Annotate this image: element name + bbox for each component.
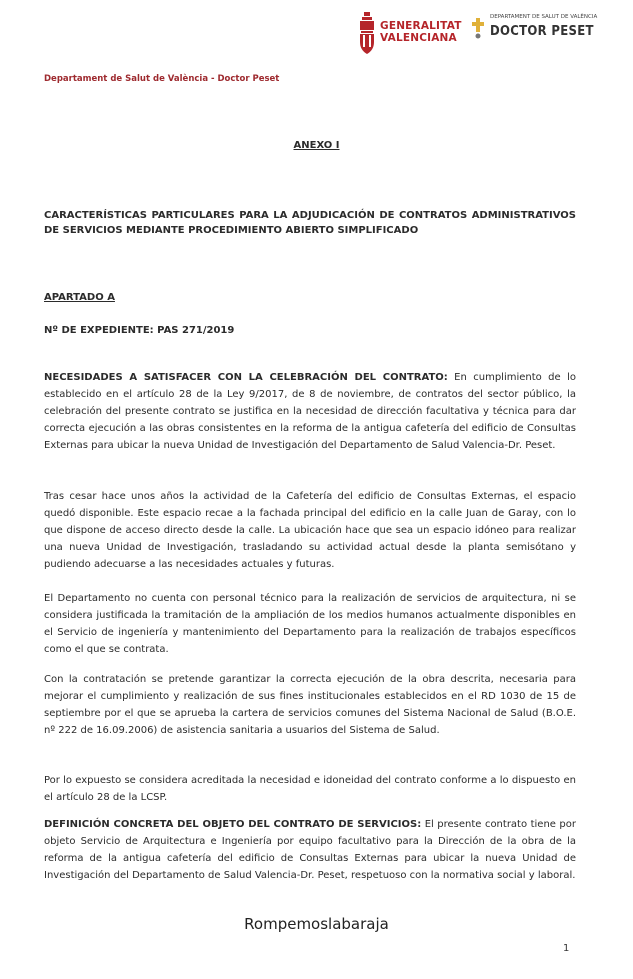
dp-department-caption: DEPARTAMENT DE SALUT DE VALÈNCIA [490, 14, 598, 20]
page-number: 1 [563, 943, 570, 954]
paragraph-lead-necesidades: NECESIDADES A SATISFACER CON LA CELEBRACIÓN DEL CONTRATO: [44, 372, 448, 383]
footer-text: Rompemoslabaraja [244, 915, 389, 933]
paragraph-body-necesidades: En cumplimiento de lo establecido en el artículo 28 de la Ley 9/2017, de 8 de noviembre, de contratos del sector público, la celebración del presente contrato se justifica en la necesidad de dirección facultativa y técnica para dar correcta ejecución a las obras consistentes en la reforma de la antigua cafetería del edificio de Consultas Externas para ubicar la nueva Unidad de Investigación del Departamento de Salud Valencia-Dr. Peset. [44, 372, 576, 451]
paragraph-contratacion: Con la contratación se pretende garantizar la correcta ejecución de la obra descrita, necesaria para mejorar el cumplimiento y realización de sus fines institucionales establecidos en el RD 1030 de 15 de septiembre por el que se aprueba la cartera de servicios comunes del Sistema Nacional de Salud (B.O.E. nº 222 de 16.09.2006) de asistencia sanitaria a usuarios del Sistema de Salud. [44, 674, 576, 736]
generalitat-line2: VALENCIANA [380, 32, 457, 44]
paragraph-acreditada: Por lo expuesto se considera acreditada la necesidad e idoneidad del contrato conforme a lo dispuesto en el artículo 28 de la LCSP. [44, 775, 576, 803]
paragraph-definicion [44, 816, 576, 884]
paragraph-body-definicion: El presente contrato tiene por objeto Servicio de Arquitectura e Ingeniería por equipo facultativo para la Dirección de la obra de la reforma de la antigua cafetería del edificio de Consultas Externas para ubicar la nueva Unidad de Investigación del Departamento de Salud Valencia-Dr. Peset, respetuoso con la normativa social y laboral. [44, 819, 576, 881]
generalitat-line1: GENERALITAT [380, 20, 462, 32]
dp-wordmark: DOCTOR PESET [490, 24, 594, 39]
main-heading: CARACTERÍSTICAS PARTICULARES PARA LA ADJUDICACIÓN DE CONTRATOS ADMINISTRATIVOS DE SERVICIOS MEDIANTE PROCEDIMIENTO ABIERTO SIMPLIFICADO [44, 210, 576, 236]
expediente-number: Nº DE EXPEDIENTE: PAS 271/2019 [44, 325, 235, 336]
medical-cross-icon [470, 16, 486, 40]
doctor-peset-logo [470, 14, 620, 54]
department-line: Departament de Salut de València - Doctor Peset [44, 74, 280, 84]
generalitat-logo [358, 12, 462, 56]
section-label: APARTADO A [44, 292, 115, 303]
generalitat-wordmark [380, 20, 462, 44]
annex-title [0, 140, 633, 151]
paragraph-lead-definicion: DEFINICIÓN CONCRETA DEL OBJETO DEL CONTRATO DE SERVICIOS: [44, 819, 422, 830]
generalitat-crest-icon [358, 12, 376, 56]
annex-title-text: ANEXO I [293, 140, 340, 151]
paragraph-personal: El Departamento no cuenta con personal técnico para la realización de servicios de arquitectura, ni se considera justificada la tramitación de la ampliación de los medios humanos actualmente disponibles en el Servicio de ingeniería y mantenimiento del Departamento para la realización de trabajos específicos como el que se contrata. [44, 593, 576, 655]
paragraph-necesidades [44, 369, 576, 454]
paragraph-cafeteria: Tras cesar hace unos años la actividad de la Cafetería del edificio de Consultas Externas, el espacio quedó disponible. Este espacio recae a la fachada principal del edificio en la calle Juan de Garay, con lo que dispone de acceso directo desde la calle. La ubicación hace que sea un espacio idóneo para realizar una nueva Unidad de Investigación, trasladando su actividad actual desde la planta semisótano y pudiendo adecuarse a las necesidades actuales y futuras. [44, 491, 576, 570]
